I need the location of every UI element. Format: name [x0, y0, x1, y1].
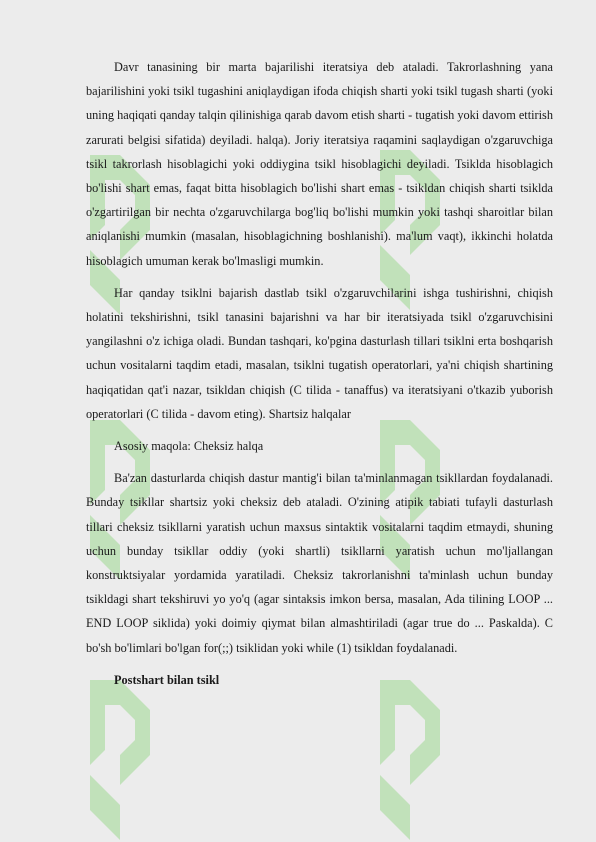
paragraph-main-article-link: Asosiy maqola: Cheksiz halqa — [114, 439, 264, 454]
paragraph-loop-execution: Har qanday tsiklni bajarish dastlab tsikl o'zgaruvchilarini ishga tushirishni, chiqish holatini tekshirishni, tsikl tanasini bajarishni va har bir iteratsiyada tsikl o'zgaruvchisini yangilashni o'z ichiga oladi. Bundan tashqari, ko'pgina dasturlash tillari tsiklni erta boshqarish uchun vositalarni taqdim etadi, masalan, tsiklni tugatish operatorlari, ya'ni chiqish shartining haqiqatidan qat'i nazar, tsikldan chiqish (C tilida - tanaffus) va iteratsiyani o'tkazib yuborish operatorlari (C tilida - davom eting). Shartsiz halqalar — [86, 285, 553, 421]
section-heading: Postshart bilan tsikl — [114, 672, 220, 687]
document-body — [86, 55, 553, 700]
paragraph-infinite-loops: Ba'zan dasturlarda chiqish dastur mantig'i bilan ta'minlanmagan tsikllardan foydalanadi. Bunday tsikllar shartsiz yoki cheksiz deb ataladi. O'zining atipik tabiati tufayli dasturlash tillari cheksiz tsikllarni yaratish uchun maxsus sintaktik vositalarni taqdim etmaydi, shuning uchun bunday tsikllar oddiy (yoki shartli) tsikllarni yaratish uchun mo'ljallangan konstruktsiyalar yordamida yaratiladi. Cheksiz takrorlanishni ta'minlash uchun bunday tsikldagi shart tekshiruvi yo yo'q (agar sintaksis imkon bersa, masalan, Ada tilining LOOP ... END LOOP siklida) yoki doimiy qiymat bilan almashtiriladi (agar true do ... Paskalda). C bo'sh bo'limlari bo'lgan for(;;) tsiklidan yoki while (1) tsikldan foydalanadi. — [86, 471, 553, 655]
paragraph-iteration-definition: Davr tanasining bir marta bajarilishi iteratsiya deb ataladi. Takrorlashning yana bajarilishini yoki tsikl tugashini aniqlaydigan ifoda chiqish sharti yoki tsikl tugash sharti (yoki uning haqiqati qanday talqin qilinishiga qarab davom etish sharti - tugatish yoki davom ettirish zarurati belgisi sifatida) deyiladi. halqa). Joriy iteratsiya raqamini saqlaydigan o'zgaruvchiga tsikl takrorlash hisoblagichi yoki oddiygina tsikl hisoblagichi deyiladi. Tsiklda hisoblagich bo'lishi shart emas, faqat bitta hisoblagich bo'lishi shart emas - tsikldan chiqish sharti tsiklda o'zgartirilgan bir nechta o'zgaruvchilarga bog'liq bo'lishi mumkin yoki tashqi sharoitlar bilan aniqlanishi mumkin (masalan, hisoblagichning boshlanishi). ma'lum vaqt), ikkinchi holatda hisoblagich umuman kerak bo'lmasligi mumkin. — [86, 60, 553, 268]
